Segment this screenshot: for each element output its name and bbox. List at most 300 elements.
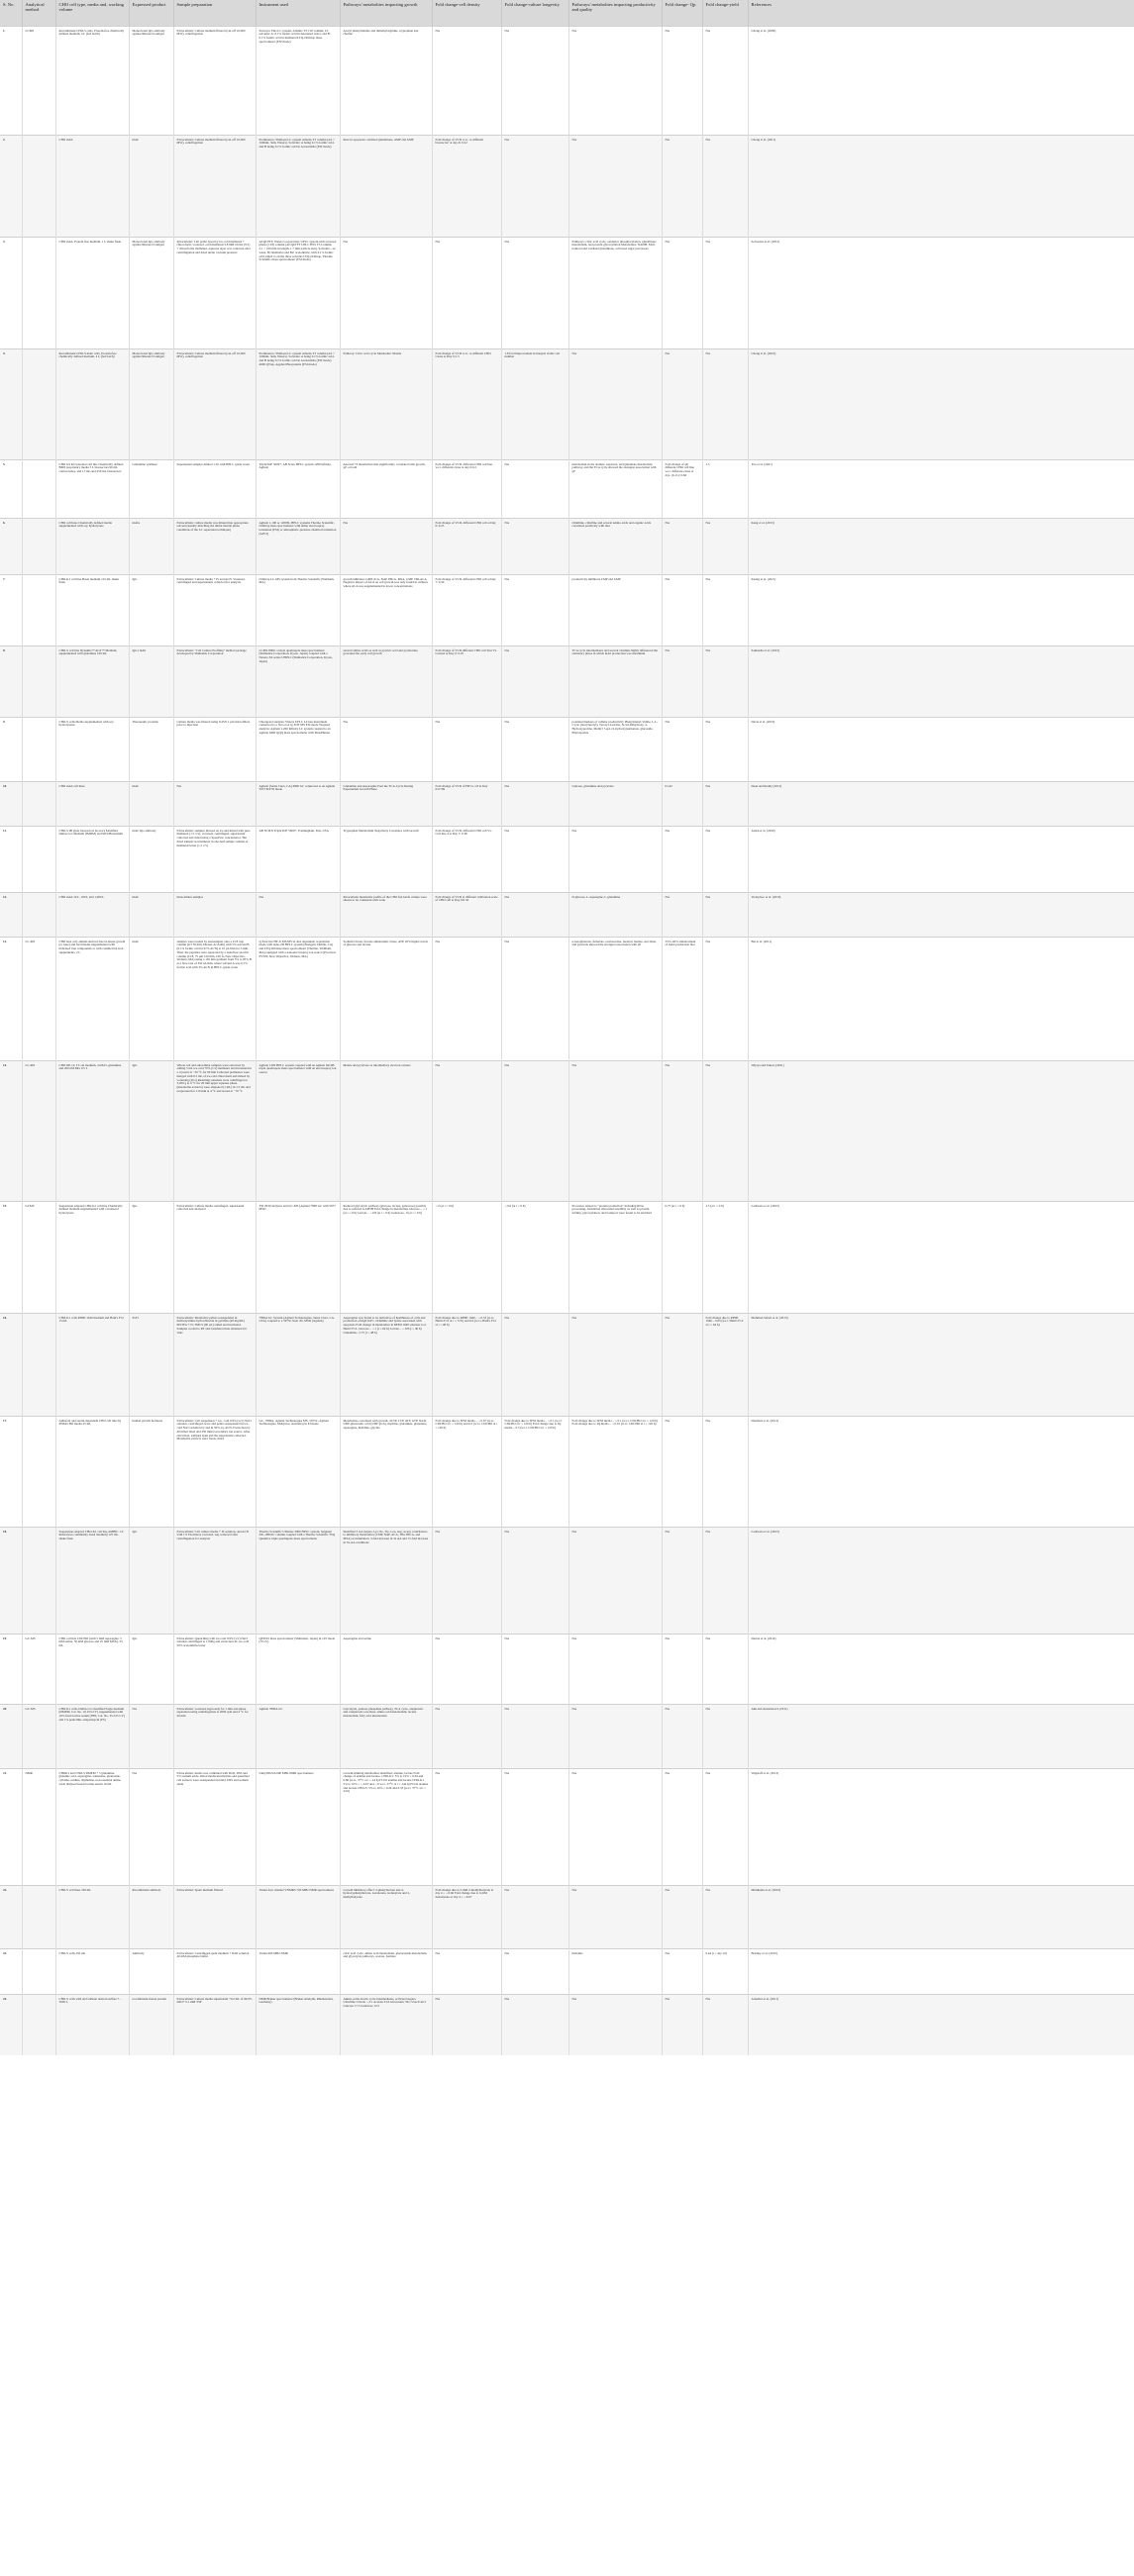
cell-pathways-growth: Reduced glycolytic pathway (glucose, lactate, galactose) possibly due to reduced GAPDH Fold change in metabolites Glucose – ∼1 (at t = 9 h) Lactate – ∼0.8 (at t = 9 h) Galactose– 9 (at t = 9 h) [340,1201,432,1313]
cell-instrument-used: Surveyor Plus LC system, Atlantis T3 C18 column, LC solvents: A: 0.1% formic acid in deionized water, and B: 0.1% formic acid in methanol LTQ-Orbitrap mass spectrometer (ESI mode) [256,26,340,135]
cell-fold-change-longevity: NA [501,892,568,937]
cell-expressed-product: mAb [129,135,173,237]
cell-fold-change-longevity: NA [501,1313,568,1416]
cell-reference: Duarte et al. (2014) [748,1634,1134,1704]
table-row [0,518,1134,574]
table-row [0,574,1134,645]
cell-reference: Chong et al. (2010) [748,348,1134,459]
cell-analytical-method [22,1948,55,1994]
cell-fold-change-cell-density: NA [432,1060,501,1201]
cell-sample-preparation: Extracellular: culture media was diluted into appropriate solvent (usually matching the initial mobile phase conditions of the LC separation technique) [173,518,256,574]
cell-analytical-method [22,826,55,892]
cell-fold-change-yield: 1.5 [702,459,748,518]
cell-fold-change-qp: NA [662,1768,702,1885]
cell-reference: Alden et al. (2020) [748,826,1134,892]
cell-pathways-growth: NA [340,518,432,574]
cell-fold-change-qp: NA [662,574,702,645]
cell-fold-change-cell-density: NA [432,1634,501,1704]
table-row [0,1704,1134,1768]
cell-expressed-product: IGF1 [129,1313,173,1416]
cell-s-no: 20. [0,1704,22,1768]
cell-fold-change-yield: NA [702,26,748,135]
cell-fold-change-qp: NA [662,26,702,135]
cell-reference: Bradley et al. (2010) [748,1948,1134,1994]
cell-pathways-productivity: Ornithine, citrulline and several amino acids and organic acids correlated positively with titer [568,518,662,574]
cell-pathways-growth: NA [340,717,432,781]
cell-pathways-productivity: NA [568,348,662,459]
cell-instrument-used: Orbitrap LC-MS system from Thermo Scientific (Waltham, MA) [256,574,340,645]
cell-fold-change-cell-density: Fold change of VCD,different CHO cell Test Vs. Control at Day 6: 0.25 [432,645,501,717]
table-row [0,1994,1134,2055]
cell-fold-change-cell-density: Fold change due to RPMI 1640 – ∼0.33 (w.r.t. Ham's F12 at t = 72 h) and 0.6 (w.r.t. Ham's F12 at t = 48 h) [432,1313,501,1416]
cell-expressed-product: IgG1 mAb [129,645,173,717]
cell-analytical-method: LC-MS [22,937,55,1060]
cell-reference: Yao et al. (2021) [748,459,1134,518]
cell-analytical-method [22,237,55,348]
cell-s-no: 9. [0,717,22,781]
cell-expressed-product: Recombinant antibody [129,1885,173,1948]
cell-s-no: 5. [0,459,22,518]
table-row [0,459,1134,518]
cell-instrument-used: TripleTOF 5600+, AB Sciex HPLC system 1290 Infinity, Agilent [256,459,340,518]
cell-fold-change-cell-density: Fold change due to 6 mM 2-methylbutyrate at day 4 = ∼0.66 Fold change due to 6 mM Isobutyrate at day 4 = ∼0.67 [432,1885,501,1948]
cell-pathways-growth: Intracellular metabolite profile of the CHO fed-batch culture were shown to be consistent with scale [340,892,432,937]
cell-fold-change-longevity: NA [501,1527,568,1634]
cell-fold-change-qp: NA [662,826,702,892]
cell-fold-change-cell-density: Fold change of VCD w.r.t. to different CHO Clone at Day 6:1.3 [432,348,501,459]
cell-instrument-used: Q Exactive HF-X MS/MS in data dependent acquisition mode with nano-2D HPLC system (Eksigent, Dublin, CA) and LTQ-Orbitrap mass spectrometer (Thermo, Waltham, MA) equipped with a nanoelectrospray ion source (Picoview PV500, New Objective, Woburn, MA) [256,937,340,1060]
cell-fold-change-cell-density: Fold change of VCD, different CHO cell at Day 6: 0.25 [432,518,501,574]
header-fold-change-qp: Fold change- Qp [662,0,702,26]
cell-sample-preparation: NA [173,781,256,826]
cell-cell-type: CHO-S cells Media supplemented with soy hydrolysates [55,717,129,781]
table-row [0,1201,1134,1313]
cell-expressed-product: Antibody [129,1948,173,1994]
cell-fold-change-longevity: NA [501,237,568,348]
cell-pathways-productivity: Fold change due to SFM media – ∼0.1 (w.r.t. CDCHO at t = 120 h) Fold change due to IQ media – ∼0.01 (w.r.t. CDCHO at t = 120 h) [568,1416,662,1527]
cell-pathways-growth: Pathway: Citric acid cycle Metabolite: Malate [340,348,432,459]
cell-pathways-growth: Glycolysis, pentose phosphate pathway, TCA cycle, anaplerotic and cataplerotic reactions, amino acid metabolism, lactate metabolism, fatty acid metabolism [340,1704,432,1768]
cell-instrument-used: Agilent 7890A GC [256,1704,340,1768]
cell-sample-preparation: Extracellular: Quenching with ice-cold 0.9% (v/v) NaCl solution centrifuged at 1,000g and extraction 4C ice-cold 50% acetonitrile/water [173,1634,256,1704]
cell-cell-type: Suspension adapted CHO-K1 cell line Chemically defined medium supplemented with cottonseed hydrolysate [55,1201,129,1313]
cell-fold-change-qp: NA [662,1885,702,1948]
cell-instrument-used: QP2010 mass spectrometer (Shimadzu, Japan) in a EI mode (70 eV) [256,1634,340,1704]
table-row [0,645,1134,717]
cell-sample-preparation: Extracellular: media was combined with D2O, DSS and 5% sodium azide. Dried media metabolites and quenched cell extracts were resuspended in D2O, DSS and sodium azide [173,1768,256,1885]
table-row [0,1060,1134,1201]
cell-analytical-method [22,1416,55,1527]
header-pathways-productivity: Pathways/ metabolites impacting productivity and quality [568,0,662,26]
cell-pathways-growth: Acetyl phenylalanine and dimethylarginine, tryptophan and choline [340,26,432,135]
table-row [0,1948,1134,1994]
cell-analytical-method: GC-MS [22,1634,55,1704]
cell-fold-change-longevity: NA [501,781,568,826]
table-row [0,781,1134,826]
cell-expressed-product: NA [129,1768,173,1885]
cell-pathways-growth: Malate and pyruvate as intermediary electron carriers [340,1060,432,1201]
cell-s-no: 24. [0,1994,22,2055]
cell-s-no: 18. [0,1527,22,1634]
cell-instrument-used: Agilent 1200 HPLC system coupled with an Agilent 6410B triple quadrupole mass spectrometer with an electrospray ion source [256,1060,340,1201]
cell-fold-change-yield: NA [702,826,748,892]
cell-s-no: 16. [0,1313,22,1416]
cell-analytical-method: LC-MS [22,1060,55,1201]
cell-fold-change-yield: NA [702,1768,748,1885]
cell-cell-type: CHO cell line CDCHO (with 5 mM asparagine, 5 mM serine, 50 mM glucose and 25 mM MSX), 25 mL [55,1634,129,1704]
table-row [0,1527,1134,1634]
cell-fold-change-qp: NA [662,1994,702,2055]
cell-pathways-growth: Growth-limiting metabolites identified: alanine, lactate Fold change of alanine and lactate- CHO-K1: 5% to 10% = 0.29 and 0.86 (w.r.t. 37°C at t = 24 h) FCO2 alanine and lactate CHO-K1 5% to 10% = ∼0.67 and ∼0 w.r.t. 37°C at t = 144 h) FCO2 alanine and lactate CHO-S: 5% to 10% = 0.29 and 0.33 (w.r.t. 37°C at t = 24 h) [340,1768,432,1885]
cell-fold-change-qp: NA [662,348,702,459]
cell-sample-preparation: Extracellular: Cell culture media + IS solution, and ACN with 1% FA mixed, vortexed, sup collected after centrifugation for analysis [173,1527,256,1634]
cell-fold-change-cell-density: NA [432,237,501,348]
header-pathways-growth: Pathways/ metabolites impacting growth [340,0,432,26]
cell-pathways-productivity: TCA cycle intermediates and several vitamins highly influenced the stationary phase in which mAb production was maximum [568,645,662,717]
cell-reference: Kang et al. (2013) [748,518,1134,574]
cell-pathways-productivity: NA [568,1527,662,1634]
cell-cell-type: CHO-K1 cells, Dulbecco's modified Eagle medium (DMEM, Cat. No. 10-013-CV) supplemented with 10% fetal bovine serum (FBS, Cat. No. 35-015 CV) and 1% penicillin–streptomycin (PS) [55,1704,129,1768]
cell-s-no: 8. [0,645,22,717]
cell-pathways-productivity: histidine [568,1948,662,1994]
table-row [0,348,1134,459]
cell-analytical-method [22,1994,55,2055]
table-row [0,26,1134,135]
cell-expressed-product: Monoclonal IgG antibody against Rhesus D antigen [129,237,173,348]
cell-fold-change-longevity: NA [501,717,568,781]
cell-fold-change-longevity: ∼0.6 (at t = 9 h) [501,1201,568,1313]
cell-instrument-used: NA [256,892,340,937]
cell-pathways-growth: Role in apoptosis: oxidized glutathione, AMP and GMP [340,135,432,237]
cell-cell-type: CHO-S IB glass bioreactors Iscove's Modified Dulbecco's Medium (IMDM) and MCDB medium [55,826,129,892]
cell-fold-change-cell-density: Fold change of VCD at different cultivation scale of CHO cell at Day 6:0.32 [432,892,501,937]
cell-cell-type: CHO-S cell lines 100 mL [55,1885,129,1948]
cell-s-no: 21. [0,1768,22,1885]
cell-fold-change-longevity: Fold change due to SFM media – ∼0.1 (w.r.t. CDCHO at t = 120 h) Fold change due to IQ media – 0.3 (w.r.t. CDCHO at t = 120 h) [501,1416,568,1527]
cell-reference: Sakkusha et al. (2023) [748,645,1134,717]
cell-fold-change-yield: NA [702,1634,748,1704]
cell-reference: Chong et al. (2009) [748,26,1134,135]
cell-instrument-used: Agilent 1,100 or 1200SL HPLC systems Thermo Scientific, Orbitrap mass spectrometer with either electrospray ionization (ESI) or atmospheric-pressure chemical ionization (APCI) [256,518,340,574]
table-row [0,937,1134,1060]
cell-reference: Ahn and Antoniewicz (2011) [748,1704,1134,1768]
cell-expressed-product: Therapeutic proteins [129,717,173,781]
table-row [0,1634,1134,1704]
cell-fold-change-cell-density: NA [432,1994,501,2055]
cell-expressed-product: IgG [129,1527,173,1634]
table-row [0,1885,1134,1948]
cell-fold-change-longevity: NA [501,1885,568,1948]
cell-fold-change-longevity: NA [501,645,568,717]
cell-expressed-product: IgG [129,1201,173,1313]
cell-cell-type: CHO mAb [55,135,129,237]
cell-expressed-product: mAb [129,937,173,1060]
header-sample-preparation: Sample preparation [173,0,256,26]
cell-sample-preparation: Extracellular: Culture medium filtered (cut-off 10,000 MW), centrifugation [173,348,256,459]
cell-fold-change-longevity: NA [501,518,568,574]
cell-cell-type: Recombinant CHO-S cells, Protein-free chemically defined medium, 4 L (fed batch) [55,26,129,135]
cell-instrument-used: Varian 600 MHz NMR [256,1948,340,1994]
cell-fold-change-yield: NA [702,1527,748,1634]
cell-expressed-product: NA [129,1704,173,1768]
cell-analytical-method [22,781,55,826]
cell-fold-change-qp: NA [662,717,702,781]
cell-s-no: 17. [0,1416,22,1527]
header-instrument-used: Instrument used [256,0,340,26]
cell-pathways-growth: citric acid cycle, amino acid metabolism, glucuronide metabolism, and glycolysis pathways, acetate, formate [340,1948,432,1994]
cell-expressed-product: human growth hormone [129,1416,173,1527]
cell-fold-change-qp: NA [662,892,702,937]
cell-fold-change-longevity: NA [501,1704,568,1768]
cell-instrument-used: UnityINOVA 600 MHz NMR spectrometer [256,1768,340,1885]
cell-fold-change-cell-density: Fold change of VCD w.r.t. to different bioreactor: at day-6: 0.22 [432,135,501,237]
cell-instrument-used: Prominence; Shimazu LC system Atlantis T3 column (4.6 × 100mm, 3um, Waters). Solvents: A being 0.1% formic acid, and B being 0.1% formic acid in Acetonitrile (ESI mode) 4000 QTrap, Applied Biosystems (ESI mode) [256,348,340,459]
cell-instrument-used: GC- 7890A, Agilent Technologies MS- 5975C, Agilent Technologies, Mulgrave, Australia) in EI mode [256,1416,340,1527]
cell-instrument-used: Varian four channel VNMRS 700 MHz NMR spectrometer [256,1885,340,1948]
cell-sample-preparation: Extracellular: Centrifuged spent medium + D2O solution 40 mM phosphate buffer [173,1948,256,1994]
cell-fold-change-yield: NA [702,237,748,348]
cell-s-no: 4. [0,348,22,459]
cell-fold-change-qp: NA [662,1060,702,1201]
cell-fold-change-cell-density: NA [432,717,501,781]
cell-fold-change-cell-density: Fold change of VCD, different CHO cell Vs. Cell line 4 at Day 7: 0.38 [432,826,501,892]
cell-cell-type: CHO mAb 10 L, 100 L and 1,000 L [55,892,129,937]
cell-s-no: 23. [0,1948,22,1994]
cell-cell-type: CHO mAb cell lines [55,781,129,826]
cell-pathways-growth: Asparagine was found to be indicative of healthiness of cells and production of high IGF1. Ornithine and lysine associated with apoptosis Fold change in metabolites in RPMI 1640 solution w.r.t. Ham's F12- Glucose – ∼1 (t = 64 h) Lactate – ∼0.8 (t = 40 h) Glutamine– 2.75 (t = 48 h) [340,1313,432,1416]
cell-instrument-used: 7890A GC System (Agilent Technologies, Santa Clara, CA, USA) coupled to a 5975C Inert XL MSD (Agilent) [256,1313,340,1416]
cell-instrument-used: NMR Bruker spectrometer (Bruker Analytik, Rheinstetten, Germany) [256,1994,340,2055]
table-row [0,826,1134,892]
cell-s-no: 2. [0,135,22,237]
cell-pathways-growth: Metabolites correlated with growth- dCTP, CTP, ATP, GTP, NAD, UDP-glucuronic acid (UDP glcA), thymine, glutamine, glutamate, asparagine, histidine, glycine [340,1416,432,1527]
cell-cell-type: CHO host cell, animal-derived-free in-house growth (or base) and feed media supplemented with indicated iron compounds or with commercial iron supplements, 2 L [55,937,129,1060]
cell-fold-change-yield: NA [702,348,748,459]
cell-fold-change-yield: NA [702,1060,748,1201]
cell-fold-change-yield: NA [702,781,748,826]
cell-fold-change-longevity: NA [501,1634,568,1704]
cell-reference: Ladiwala et al. (2023) [748,1201,1134,1313]
header-cell-type: CHO cell type, media and, working volume [55,0,129,26]
cell-instrument-used: Prominence; Shimazu LC system Atlantis T3 column (4.6 × 100mm, 3um, Waters). Solvents: A being 0.1% formic acid, and B being 0.1% formic acid in Acetonitrile (ESI mode) [256,135,340,237]
cell-pathways-growth: growth inhibitors GMP, ICA, NAP, HICA, MSA, CMP, TRLACA Negative impact of ACA on cell growth was only found in cultures where ACA was supplemented in lower concentrations [340,574,432,645]
cell-s-no: 13. [0,937,22,1060]
cell-s-no: 12. [0,892,22,937]
cell-reference: Ladiwala et al. (2023) [748,1527,1134,1634]
cell-pathways-productivity: Pathways: citric acid cycle, oxidative phosphorylation, glutathione metabolism, and protein glycosylation Metabolites: NADH, FAD, reduced and oxidized glutathione, activated sugar precursors [568,237,662,348]
cell-pathways-productivity: NA [568,826,662,892]
cell-reference: Vodopivec et al. (2019) [748,892,1134,937]
header-s-no: S. No. [0,0,22,26]
cell-instrument-used: Agilent (Santa Clara, CA) 6890 GC connected to an Agilent 5973 M ESI mode [256,781,340,826]
cell-fold-change-cell-density: NA [432,1704,501,1768]
cell-fold-change-longevity: NA [501,937,568,1060]
header-fold-change-longevity: Fold change-culture longevity [501,0,568,26]
cell-fold-change-qp: NA [662,135,702,237]
cell-fold-change-qp: NA [662,1313,702,1416]
cell-instrument-used: AB SCIEX TripleTOF 5600+, Framingham, MA, USA [256,826,340,892]
cell-fold-change-qp: NA [662,1416,702,1527]
cell-expressed-product: recombinant fusion protein [129,1994,173,2055]
table-body [0,26,1134,2055]
cell-pathways-growth: several amino acids as well as pyruvic acid and pyridoxine, governed the early cell growth [340,645,432,717]
cell-pathways-productivity: Glucose, glutamine and pyruvate [568,781,662,826]
cell-fold-change-yield: NA [702,937,748,1060]
cell-pathways-productivity: NA [568,1060,662,1201]
cell-pathways-productivity: NA [568,1768,662,1885]
table-row [0,1768,1134,1885]
cell-s-no: 6. [0,518,22,574]
cell-cell-type: CHO GS KO parental cell line Chemically defined BMS proprietary media 5 L bioreactors 96 mL control tubes, and 15 mL and 250 mL bioreactors [55,459,129,518]
cell-fold-change-yield: Fold change due to RPMI 1640 – 0.63 (w.r.t. Ham's F12 at t = 64 h) [702,1313,748,1416]
table-row [0,1416,1134,1527]
cell-reference: Kuang et al. (2021) [748,574,1134,645]
cell-fold-change-qp: Fold change of qP, different CHO cell line w.r.t. different clone at day- (6-11): 0.66 [662,459,702,518]
cell-sample-preparation: intracellular samples [173,892,256,937]
cell-sample-preparation: Whole cell and subcellular samples were extracted by adding 5 mL ice-cold 70% (v/v) methanol and incubated in a cryostat at −20 °C for 90 min Collected permeates were merged with 0.5 mL of ice-cold chloroform and mixed by vortexing (20 s) Resulting solutions were centrifuged at 3,200 g at 0 °C for 20 min upper aqueous phase (metabolite extracts) were aliquoted (1 mL) in 1.5 mL and evaporated for 110 min at 4 °C and stored at −70 °C [173,1060,256,1201]
cell-instrument-used: ACQUITY, Waters Corporation, UPLC system with reversed phase (C18) column (ACQUITY UPLC HSS T3 Column, 2.1 × 100 mm in length, 1.7 mm particle size). Solvents—A: water, B1:methanol and B2: acetonitrile; with 0.1% formic acid added to all the three solvents LTQ-Orbitrap, Thermo Scientific mass spectrometer (ESI mode) [256,237,340,348]
cell-reference: Wijaya and Takors (2021) [748,1060,1134,1201]
cell-pathways-productivity: productivity inhibitors CMP and GMP [568,574,662,645]
cell-reference: Mohmad-Saberi et al. (2013) [748,1313,1134,1416]
cell-analytical-method [22,892,55,937]
cell-fold-change-cell-density: NA [432,1948,501,1994]
cell-fold-change-yield: NA [702,1994,748,2055]
cell-fold-change-cell-density: NA [432,937,501,1060]
cell-sample-preparation: Extracellular: Culture medium filtered (cut-off 10,000 MW), centrifugation [173,26,256,135]
cell-expressed-product: IgG [129,1634,173,1704]
cell-cell-type: CHO-S cells 250 mL [55,1948,129,1994]
cell-reference: Bai et al. (2011) [748,937,1134,1060]
cell-fold-change-yield: NA [702,574,748,645]
cell-s-no: 1. [0,26,22,135]
cell-fold-change-longevity: NA [501,1994,568,2055]
table-header-row [0,0,1134,26]
cell-fold-change-yield: 0.44 (t = day 10) [702,1948,748,1994]
table-row [0,717,1134,781]
cell-expressed-product: mAb [129,781,173,826]
cell-pathways-growth: Growth inhibitory effect: 3-phenyllactate and 4-hydroxyphenyllactate, isovalerate, isobutyrate and 2-methylbutyrate [340,1885,432,1948]
cell-fold-change-longevity: NA [501,574,568,645]
cell-analytical-method [22,1527,55,1634]
cell-fold-change-qp: 55%–40% enhancement of mAb production titer [662,937,702,1060]
cell-fold-change-yield: NA [702,717,748,781]
cell-analytical-method [22,135,55,237]
cell-sample-preparation: Extracellular: "Cell Culture Profiling" method package developed by Shimadzu Corporation [173,645,256,717]
cell-sample-preparation: Culture media was filtered using 0.45/0.1 µm microfilters prior to injection [173,717,256,781]
cell-analytical-method [22,574,55,645]
cell-s-no: 10. [0,781,22,826]
cell-reference: Wagstaff et al. (2013) [748,1768,1134,1885]
header-fold-change-yield: Fold change-yield [702,0,748,26]
cell-expressed-product: mAb [129,892,173,937]
cell-fold-change-longevity: NA [501,26,568,135]
cell-fold-change-longevity: NA [501,1948,568,1994]
cell-sample-preparation: Extracellular: Culture media centrifuged, supernatant collected and analyzed [173,1201,256,1313]
cell-fold-change-yield: NA [702,1885,748,1948]
cell-pathways-growth: NA [340,237,432,348]
table-row [0,1313,1134,1416]
cell-fold-change-qp: NA [662,1634,702,1704]
cell-sample-preparation: Extracellular: Cell suspension + ice- cold 0.9% (w/v) NaCl solution, centrifuged twice and pellet resuspended in ice-cold NaCl solution by and in 50% aq. ACN. Extraction by 40 mmol dried and 250 mmol secondary ion source. After extraction, samples spun and the supernatant collected. Metabolite extracts were freeze dried [173,1416,256,1527]
cell-s-no: 14. [0,1060,22,1201]
cell-sample-preparation: Extracellular: vortexed vigorously for 1 min and phase separation using centrifugation at 2000 rpm and 4 °C for 20 min [173,1704,256,1768]
cell-cell-type: Recombinant CHO-S mAb cells, Protein-free chemically defined medium, 4 L (fed batch) [55,348,129,459]
cell-pathways-growth: Asparagine and serine [340,1634,432,1704]
table-row [0,892,1134,937]
cell-reference: Selvarasu et al. (2012) [748,237,1134,348]
cell-cell-type: CHOK1 and CHO-S DMEM + 5 glutamine, glutamic acid, asparagine, adenosine, guanosine, cytidine, uridine, thymidine, non-essential amino acids dialysed foetal bovine serum 10 mL [55,1768,129,1885]
cell-cell-type: CHO DP-12, TC-42 medium, 4 mM L-glutamine and 200 nM Mtx 0.5 L [55,1060,129,1201]
cell-sample-preparation: Extracellular: Culture media supernatant +0.2 mL of 99.9% D2O+ 0.1 mM TSP [173,1994,256,2055]
cell-fold-change-yield: 1.5 (at t = 9 h) [702,1201,748,1313]
header-expressed-product: Expressed product [129,0,173,26]
cell-instrument-used: TSI 2930 analyzer and GC-MS (Agilent 7890 GC with 5977 MSD [256,1201,340,1313]
cell-fold-change-qp: 0.142 [662,781,702,826]
cell-fold-change-yield: NA [702,518,748,574]
cell-analytical-method [22,348,55,459]
cell-analytical-method [22,1313,55,1416]
cell-analytical-method [22,717,55,781]
cell-pathways-growth: Tryptophan Metabolism Negatively Correlates with Growth [340,826,432,892]
cell-reference: Dean and Reddy (2013) [748,781,1134,826]
cell-fold-change-cell-density: NA [432,1527,501,1634]
cell-s-no: 3. [0,237,22,348]
cell-s-no: 22. [0,1885,22,1948]
cell-fold-change-cell-density: ∼2 (at t = 9 h) [432,1201,501,1313]
cell-pathways-growth: detected 73 metabolites that significantly correlated with growth, qP, or both [340,459,432,518]
cell-sample-preparation: Intracellular: Cell pellet lysed by ice-cold methanol + chloroform; vortexed, cold methanol/3.8 mM tricine (9:1) + chloroform; methanol–aqueous layer was collected after centrifugation and dried under vacuum pressure [173,237,256,348]
cell-expressed-product: IgG [129,1060,173,1201]
cell-fold-change-longevity: 1.8 fold improvement in integral viable cell number [501,348,568,459]
cell-pathways-productivity: NA [568,26,662,135]
cell-fold-change-yield: NA [702,135,748,237]
cell-fold-change-longevity: NA [501,1060,568,1201]
cell-reference: Davis et al. (2019) [748,717,1134,781]
cell-fold-change-cell-density: Fold change of VCD, different CHO cell at Day 7: 0.30 [432,574,501,645]
cell-reference: Aranibar et al. (2011) [748,1994,1134,2055]
table-row [0,135,1134,237]
header-fold-change-cell-density: Fold change-cell density [432,0,501,26]
cell-analytical-method [22,518,55,574]
table-row [0,237,1134,348]
cell-fold-change-qp: NA [662,645,702,717]
cell-fold-change-yield: NA [702,1416,748,1527]
cell-instrument-used: LCMS-8060, a triple quadrupole mass spectrometer (Shimadzu Corporation, Kyoto, Japan) coupled with a Nexera X2 series UHPLC (Shimadzu Corporation, Kyoto, Japan) [256,645,340,717]
cell-cell-type: CHO-K1 cell line Basal medium 125 mL shake flask [55,574,129,645]
cell-pathways-productivity: Processes related to "protein production" including RNA processing, translation ribosomal assembly as well as protein folding, glycosylation, and transport were found to be enriched [568,1201,662,1313]
cell-fold-change-longevity: NA [501,459,568,518]
cell-analytical-method: GCMS [22,1201,55,1313]
cell-fold-change-longevity: NA [501,1768,568,1885]
cell-fold-change-longevity: NA [501,135,568,237]
cell-reference: Chong et al. (2011) [748,135,1134,237]
cell-expressed-product: IgG [129,574,173,645]
cell-pathways-productivity: NA [568,1634,662,1704]
cell-cell-type: Suspension-adapted CHO-K1 cell line AMBIC 1.0 References community basal medium) 125 mL shake flask [55,1527,129,1634]
cell-cell-type: Adherent and serum dependent CHO cell line IQ IFMACHO media 25 mL [55,1416,129,1527]
cell-pathways-productivity: D-glucose, L-asparagine, L-glutamine [568,892,662,937]
cell-pathways-growth: Glutamine and Asparagine Fuel the TCA-Cycle During Exponential Growth Phase [340,781,432,826]
cell-pathways-productivity: NA [568,1313,662,1416]
cell-sample-preparation: samples were loaded by autosampler onto a C18 trap column (0.3 50 mm, Dionex Acclaim) with 5% solvent B (0.1% formic acid in 97% ACN) at 10 µL/min for 3 min. Then, the peptides were separated by a nanoflow picofrit column (C18, 75 µm 150 mm, 100 Å, New Objective, Woburn, MA) using a 120 min gradient from 5% to 95% B at a flow rate of 350 nL/min, where solvent A was 0.1% formic acid with 3% ACN in HPLC-grade water [173,937,256,1060]
cell-instrument-used: Thermo Scientific Ultimate 3000 HPLC system, SeQuant ZIC-cHILIC column coupled with a Thermo Scientific TSQ Quantiva triple quadrupole mass spectrometer [256,1527,340,1634]
cell-sample-preparation: Extracellular: Metabolite pellets resuspended in methoxyamine hydrochloride in pyridine (40 mg/mL) MSTFA +1% TMCS (90 µL) added and incubated. Samples cooled to RT and transferred into silanized GC vials [173,1313,256,1416]
cell-pathways-productivity: metabolism in the alanine, aspartate, and glutamate metabolism pathway, and the TCA cycle showed the strongest association with qP [568,459,662,518]
cell-fold-change-cell-density: NA [432,1768,501,1885]
cell-analytical-method: NMR [22,1768,55,1885]
cell-expressed-product: Glutamine synthase [129,459,173,518]
